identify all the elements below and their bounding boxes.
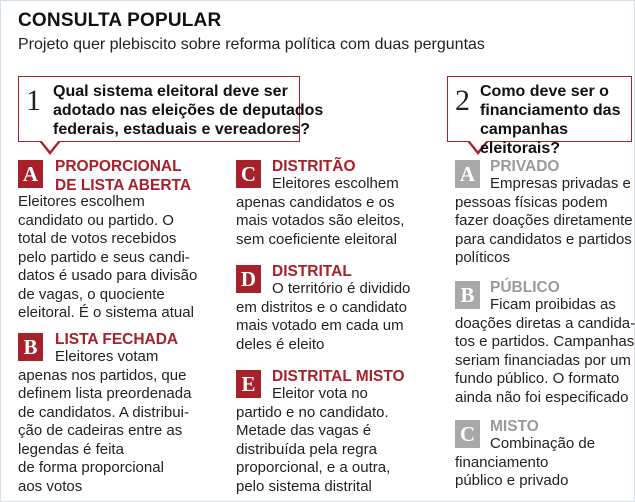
option-title-q1-e: DISTRITAL MISTO <box>272 368 405 385</box>
option-title-q1-b: LISTA FECHADA <box>55 331 179 348</box>
infographic-subtitle: Projeto quer plebiscito sobre reforma política com duas perguntas <box>18 36 485 53</box>
option-badge-q2-b: B <box>455 281 480 309</box>
option-badge-q2-a: A <box>455 160 480 188</box>
option-badge-q1-e: E <box>236 370 261 398</box>
option-text-q2-a: Empresas privadas e pessoas físicas podem fazer doações diretamente para candidatos e partidos políticos <box>455 175 633 266</box>
option-text-q1-c: Eleitores escolhem apenas candidatos e os mais votados são eleitos, sem coeficiente eleitoral <box>236 175 405 248</box>
question-1-text: Qual sistema eleitoral deve ser adotado nas eleições de deputados federais, estaduais e vereadores? <box>53 83 324 138</box>
question-2-number: 2 <box>455 84 470 117</box>
option-badge-q1-c: C <box>236 160 261 188</box>
option-title-q2-c: MISTO <box>490 418 539 435</box>
option-title-q1-d: DISTRITAL <box>272 263 352 280</box>
option-text-q1-b: Eleitores votam apenas nos partidos, que definem lista preordenada de candidatos. A distribui- ção de cadeiras entre as legendas é feita de forma proporcional aos votos <box>18 348 192 495</box>
option-badge-q1-a: A <box>18 160 43 188</box>
question-1-number: 1 <box>26 84 41 117</box>
option-badge-q2-c: C <box>455 420 480 448</box>
option-text-q1-d: O território é dividido em distritos e o candidato mais votado em cada um deles é eleito <box>236 280 411 353</box>
option-title-q2-b: PÚBLICO <box>490 279 560 296</box>
option-text-q1-e: Eleitor vota no partido e no candidato. Metade das vagas é distribuída pela regra proporcional, e a outra, pelo sistema distrital <box>236 385 391 495</box>
option-text-q1-a: Eleitores escolhem candidato ou partido. O total de votos recebidos pelo partido e seus candi- datos é usado para divisão de vagas, o quociente eleitoral. É o sistema atual <box>18 193 198 321</box>
option-title-q1-c: DISTRITÃO <box>272 158 356 175</box>
question-2-text: Como deve ser o financiamento das campanhas eleitorais? <box>480 83 621 157</box>
option-title-q2-a: PRIVADO <box>490 158 560 175</box>
option-text-q2-c: Combinação de financiamento público e privado <box>455 435 596 489</box>
option-badge-q1-d: D <box>236 265 261 293</box>
infographic-title: CONSULTA POPULAR <box>18 10 222 31</box>
option-title-q1-a: PROPORCIONAL DE LISTA ABERTA <box>55 158 192 194</box>
option-text-q2-b: Ficam proibidas as doações diretas a candida- tos e partidos. Campanhas seriam financiadas por um fundo público. O formato ainda não foi especificado <box>455 296 635 406</box>
option-badge-q1-b: B <box>18 333 43 361</box>
